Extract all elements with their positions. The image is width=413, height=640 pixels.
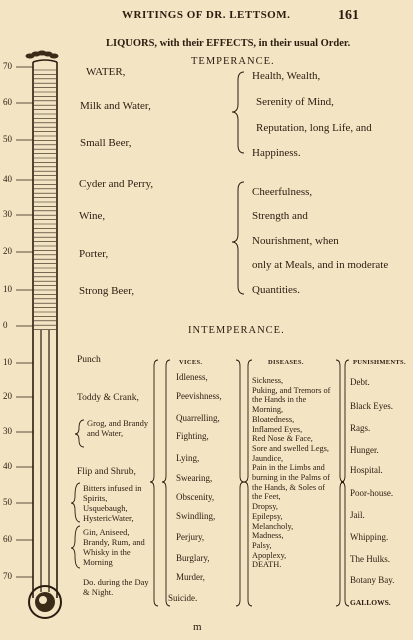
vice-item: Perjury, (176, 532, 205, 542)
punishment-item: Poor-house. (350, 488, 394, 498)
punishment-item: The Hulks. (350, 554, 390, 564)
liquor-day-night: Do. during the Day & Night. (83, 577, 149, 597)
liquor-grog: Grog, and Brandy and Water, (87, 418, 149, 438)
effect-quantities: Quantities. (252, 284, 300, 296)
scale-label: 70 (3, 571, 12, 581)
vice-item: Obscenity, (176, 492, 215, 502)
effect-happiness: Happiness. (252, 147, 301, 159)
liquor-wine: Wine, (79, 210, 106, 222)
temperance-heading: TEMPERANCE. (191, 56, 275, 67)
effect-reputation: Reputation, long Life, and (256, 122, 372, 134)
vice-item: Burglary, (176, 553, 210, 563)
scale-label: 50 (3, 497, 12, 507)
scale-label: 20 (3, 391, 12, 401)
disease-item: Apoplexy, (252, 550, 287, 560)
scale-label: 0 (3, 320, 8, 330)
liquor-porter: Porter, (79, 248, 109, 260)
col-vices: VICES. (179, 359, 203, 366)
liquor-flip: Flip and Shrub, (77, 467, 136, 477)
page-title: LIQUORS, with their EFFECTS, in their usual Order. (106, 38, 351, 49)
effect-health: Health, Wealth, (252, 70, 321, 82)
scale-label: 30 (3, 426, 12, 436)
vice-item: Quarrelling, (176, 413, 220, 423)
effect-nourishment: Nourishment, when (252, 235, 339, 247)
disease-item: Sore and swelled Legs, (252, 443, 329, 453)
vice-item: Swearing, (176, 473, 213, 483)
scale-label: 50 (3, 134, 12, 144)
punishment-item: Jail. (350, 510, 365, 520)
disease-item: Epilepsy, (252, 511, 283, 521)
scale-label: 60 (3, 97, 12, 107)
liquor-strong-beer: Strong Beer, (79, 285, 135, 297)
liquor-bitters: Bitters infused in Spirits, Usquebaugh, HystericWater, (83, 483, 142, 523)
punishment-item: Hospital. (350, 465, 383, 475)
intemperance-heading: INTEMPERANCE. (188, 325, 285, 336)
thermometer-ticks (34, 70, 56, 330)
scale-label: 60 (3, 534, 12, 544)
punishment-item: GALLOWS. (350, 598, 391, 607)
disease-item: Sickness, (252, 376, 284, 385)
scale-label: 10 (3, 357, 12, 367)
vice-item: Lying, (176, 453, 200, 463)
liquor-milk-water: Milk and Water, (80, 100, 151, 112)
disease-item: Inflamed Eyes, (252, 424, 303, 434)
vice-item: Fighting, (176, 431, 209, 441)
effect-strength: Strength and (252, 210, 308, 222)
disease-item: Bloatedness, (252, 414, 295, 424)
effect-meals: only at Meals, and in moderate (252, 259, 389, 271)
punishment-item: Botany Bay. (350, 575, 395, 585)
vice-item: Swindling, (176, 511, 216, 521)
punishment-item: Black Eyes. (350, 401, 393, 411)
scale-label: 30 (3, 209, 12, 219)
disease-item: Pain in the Limbs and burning in the Palms of the Hands, & Soles of the Feet, (252, 463, 330, 502)
vice-item: Idleness, (176, 372, 208, 382)
vice-item: Murder, (176, 572, 205, 582)
disease-item: Red Nose & Face, (252, 434, 313, 444)
brace-temperance-2 (232, 182, 244, 294)
vice-item: Suicide. (168, 593, 198, 603)
punishment-item: Whipping. (350, 532, 389, 542)
effect-serenity: Serenity of Mind, (256, 96, 334, 108)
brace-temperance-1 (232, 72, 244, 153)
liquor-gin: Gin, Aniseed, Brandy, Rum, and Whisky in the Morning (83, 527, 145, 567)
scale-tick-marks (16, 67, 33, 577)
scale-label: 20 (3, 246, 12, 256)
effect-cheerfulness: Cheerfulness, (252, 186, 313, 198)
scale-label: 70 (3, 61, 12, 71)
liquor-small-beer: Small Beer, (80, 137, 132, 149)
col-punishments: PUNISHMENTS. (353, 359, 406, 366)
punishment-item: Debt. (350, 377, 370, 387)
liquor-water: WATER, (86, 66, 126, 78)
disease-item: DEATH. (252, 560, 282, 570)
scale-label: 40 (3, 174, 12, 184)
disease-item: Melancholy, (252, 521, 294, 531)
disease-item: Madness, (252, 531, 284, 541)
laurel-wreath-icon (26, 51, 58, 58)
scale-label: 40 (3, 461, 12, 471)
vice-item: Peevishness, (176, 391, 222, 401)
disease-item: Puking, and Tremors of the Hands in the Morning, (252, 385, 331, 415)
liquor-punch: Punch (77, 355, 101, 365)
scale-label: 10 (3, 284, 12, 294)
liquor-toddy: Toddy & Crank, (77, 393, 139, 403)
disease-item: Jaundice, (252, 453, 284, 463)
disease-item: Dropsy, (252, 502, 278, 512)
page-number: 161 (338, 8, 359, 23)
punishment-item: Rags. (350, 423, 371, 433)
liquor-cyder: Cyder and Perry, (79, 178, 154, 190)
diseases-list (252, 376, 336, 570)
disease-item: Palsy, (252, 540, 272, 550)
col-diseases: DISEASES. (268, 359, 304, 366)
punishment-item: Hunger. (350, 445, 379, 455)
running-header: WRITINGS OF DR. LETTSOM. (122, 9, 291, 21)
footer-signature: m (193, 621, 202, 633)
